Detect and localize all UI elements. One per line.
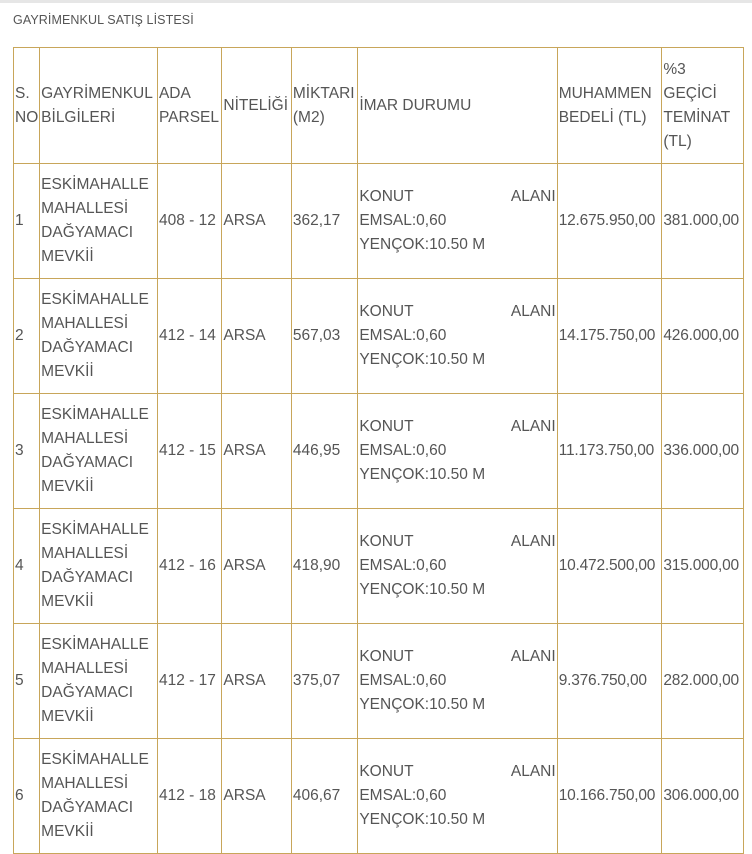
zoning-line-1 (359, 415, 555, 439)
zoning-use: KONUT (359, 418, 414, 435)
cell-zoning (358, 739, 557, 854)
cell-block-parcel: 412 - 18 (157, 739, 221, 854)
zoning-line-1 (359, 760, 555, 784)
cell-type: ARSA (222, 509, 291, 624)
zoning-max-height: YENÇOK:10.50 M (359, 236, 486, 253)
zoning-line-1 (359, 530, 555, 554)
cell-estimated-value: 11.173.750,00 (557, 394, 662, 509)
cell-property-info: ESKİMAHALLE MAHALLESİ DAĞYAMACI MEVKİİ (40, 739, 158, 854)
zoning-line-1 (359, 300, 555, 324)
cell-guarantee: 306.000,00 (662, 739, 744, 854)
zoning-area: ALANI (510, 648, 556, 665)
cell-sno: 2 (14, 279, 40, 394)
cell-area: 418,90 (291, 509, 357, 624)
cell-zoning (358, 624, 557, 739)
header-type: NİTELİĞİ (222, 48, 291, 164)
cell-block-parcel: 408 - 12 (157, 164, 221, 279)
cell-area: 362,17 (291, 164, 357, 279)
zoning-area: ALANI (510, 188, 556, 205)
table-row (14, 394, 744, 509)
cell-guarantee: 315.000,00 (662, 509, 744, 624)
cell-property-info: ESKİMAHALLE MAHALLESİ DAĞYAMACI MEVKİİ (40, 279, 158, 394)
cell-zoning (358, 279, 557, 394)
cell-property-info: ESKİMAHALLE MAHALLESİ DAĞYAMACI MEVKİİ (40, 509, 158, 624)
property-table-container (13, 47, 744, 854)
cell-estimated-value: 10.166.750,00 (557, 739, 662, 854)
top-divider (0, 0, 752, 3)
zoning-emsal: EMSAL:0,60 (359, 557, 447, 574)
cell-zoning (358, 394, 557, 509)
zoning-line-1 (359, 645, 555, 669)
table-header-row (14, 48, 744, 164)
cell-type: ARSA (222, 164, 291, 279)
zoning-area: ALANI (510, 533, 556, 550)
header-guarantee: %3 GEÇİCİ TEMİNAT (TL) (662, 48, 744, 164)
zoning-emsal: EMSAL:0,60 (359, 442, 447, 459)
table-row (14, 164, 744, 279)
cell-sno: 5 (14, 624, 40, 739)
cell-guarantee: 426.000,00 (662, 279, 744, 394)
zoning-emsal: EMSAL:0,60 (359, 787, 447, 804)
cell-block-parcel: 412 - 14 (157, 279, 221, 394)
page-title: GAYRİMENKUL SATIŞ LİSTESİ (13, 13, 194, 27)
cell-estimated-value: 10.472.500,00 (557, 509, 662, 624)
cell-property-info: ESKİMAHALLE MAHALLESİ DAĞYAMACI MEVKİİ (40, 164, 158, 279)
zoning-max-height: YENÇOK:10.50 M (359, 581, 486, 598)
cell-estimated-value: 9.376.750,00 (557, 624, 662, 739)
cell-area: 567,03 (291, 279, 357, 394)
cell-block-parcel: 412 - 17 (157, 624, 221, 739)
zoning-use: KONUT (359, 188, 414, 205)
zoning-use: KONUT (359, 533, 414, 550)
cell-area: 406,67 (291, 739, 357, 854)
cell-guarantee: 336.000,00 (662, 394, 744, 509)
zoning-max-height: YENÇOK:10.50 M (359, 811, 486, 828)
cell-guarantee: 282.000,00 (662, 624, 744, 739)
cell-estimated-value: 14.175.750,00 (557, 279, 662, 394)
header-zoning: İMAR DURUMU (358, 48, 557, 164)
cell-estimated-value: 12.675.950,00 (557, 164, 662, 279)
header-sno: S. NO (14, 48, 40, 164)
zoning-max-height: YENÇOK:10.50 M (359, 466, 486, 483)
table-row (14, 739, 744, 854)
table-body (14, 164, 744, 854)
cell-property-info: ESKİMAHALLE MAHALLESİ DAĞYAMACI MEVKİİ (40, 624, 158, 739)
cell-guarantee: 381.000,00 (662, 164, 744, 279)
cell-type: ARSA (222, 394, 291, 509)
zoning-line-1 (359, 185, 555, 209)
cell-type: ARSA (222, 624, 291, 739)
zoning-max-height: YENÇOK:10.50 M (359, 351, 486, 368)
zoning-area: ALANI (510, 303, 556, 320)
cell-sno: 4 (14, 509, 40, 624)
cell-sno: 6 (14, 739, 40, 854)
cell-zoning (358, 509, 557, 624)
property-sale-table (13, 47, 744, 854)
zoning-max-height: YENÇOK:10.50 M (359, 696, 486, 713)
cell-zoning (358, 164, 557, 279)
zoning-use: KONUT (359, 648, 414, 665)
header-estimated-value: MUHAMMEN BEDELİ (TL) (557, 48, 662, 164)
zoning-emsal: EMSAL:0,60 (359, 327, 447, 344)
header-block-parcel: ADA PARSEL (157, 48, 221, 164)
zoning-area: ALANI (510, 763, 556, 780)
zoning-emsal: EMSAL:0,60 (359, 212, 447, 229)
cell-area: 375,07 (291, 624, 357, 739)
table-row (14, 624, 744, 739)
header-property-info: GAYRİMENKUL BİLGİLERİ (40, 48, 158, 164)
zoning-use: KONUT (359, 303, 414, 320)
cell-sno: 3 (14, 394, 40, 509)
cell-type: ARSA (222, 279, 291, 394)
zoning-use: KONUT (359, 763, 414, 780)
cell-area: 446,95 (291, 394, 357, 509)
table-row (14, 279, 744, 394)
cell-property-info: ESKİMAHALLE MAHALLESİ DAĞYAMACI MEVKİİ (40, 394, 158, 509)
cell-block-parcel: 412 - 15 (157, 394, 221, 509)
zoning-area: ALANI (510, 418, 556, 435)
table-row (14, 509, 744, 624)
cell-block-parcel: 412 - 16 (157, 509, 221, 624)
zoning-emsal: EMSAL:0,60 (359, 672, 447, 689)
cell-sno: 1 (14, 164, 40, 279)
cell-type: ARSA (222, 739, 291, 854)
header-area: MİKTARI (M2) (291, 48, 357, 164)
